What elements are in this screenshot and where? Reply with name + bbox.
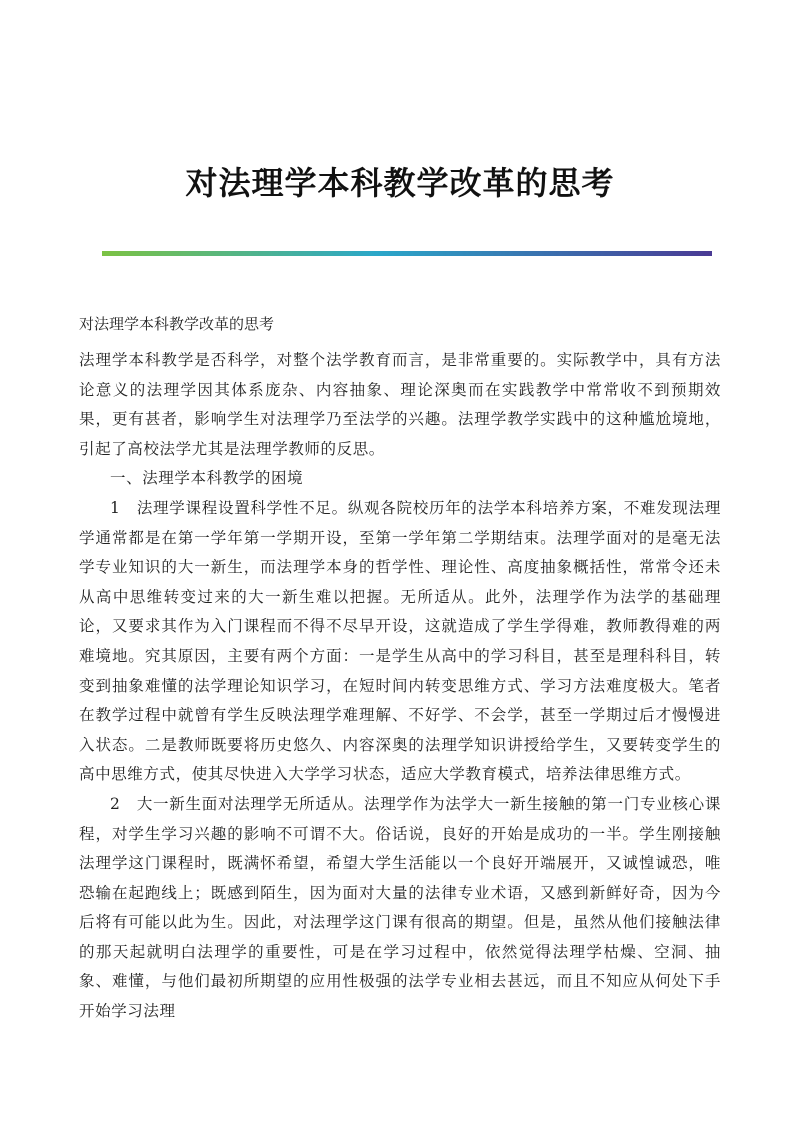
body-paragraph: 2 大一新生面对法理学无所适从。法理学作为法学大一新生接触的第一门专业核心课程，对学生学习兴趣的影响不可谓不大。俗话说，良好的开始是成功的一半。学生刚接触法理学这门课程时，既满怀希望，希望大学生活能以一个良好开端展开，又诚惶诚恐，唯恐输在起跑线上；既感到陌生，因为面对大量的法律专业术语，又感到新鲜好奇，因为今后将有可能以此为生。因此，对法理学这门课有很高的期望。但是，虽然从他们接触法律的那天起就明白法理学的重要性，可是在学习过程中，依然觉得法理学枯燥、空洞、抽象、难懂，与他们最初所期望的应用性极强的法学专业相去甚远，而且不知应从何处下手开始学习法理	[79, 794, 721, 1021]
title-divider	[102, 251, 712, 256]
body-paragraph: 1 法理学课程设置科学性不足。纵观各院校历年的法学本科培养方案，不难发现法理学通常都是在第一学年第一学期开设，至第一学年第二学期结束。法理学面对的是毫无法学专业知识的大一新生，而法理学本身的哲学性、理论性、高度抽象概括性，常常令还未从高中思维转变过来的大一新生难以把握。无所适从。此外，法理学作为法学的基础理论，又要求其作为入门课程而不得不尽早开设，这就造成了学生学得难，教师教得难的两难境地。究其原因，主要有两个方面：一是学生从高中的学习科目，甚至是理科科目，转变到抽象难懂的法学理论知识学习，在短时间内转变思维方式、学习方法难度极大。笔者在教学过程中就曾有学生反映法理学难理解、不好学、不会学，甚至一学期过后才慢慢进入状态。二是教师既要将历史悠久、内容深奥的法理学知识讲授给学生，又要转变学生的高中思维方式，使其尽快进入大学学习状态，适应大学教育模式，培养法律思维方式。	[79, 498, 721, 784]
section-heading: 一、法理学本科教学的困境	[110, 469, 304, 488]
document-subtitle: 对法理学本科教学改革的思考	[79, 315, 275, 333]
document-body	[79, 308, 721, 1027]
intro-paragraph: 法理学本科教学是否科学，对整个法学教育而言，是非常重要的。实际教学中，具有方法论意义的法理学因其体系庞杂、内容抽象、理论深奥而在实践教学中常常收不到预期效果，更有甚者，影响学生对法理学乃至法学的兴趣。法理学教学实践中的这种尴尬境地，引起了高校法学尤其是法理学教师的反思。	[79, 351, 721, 458]
document-title: 对法理学本科教学改革的思考	[185, 164, 615, 202]
